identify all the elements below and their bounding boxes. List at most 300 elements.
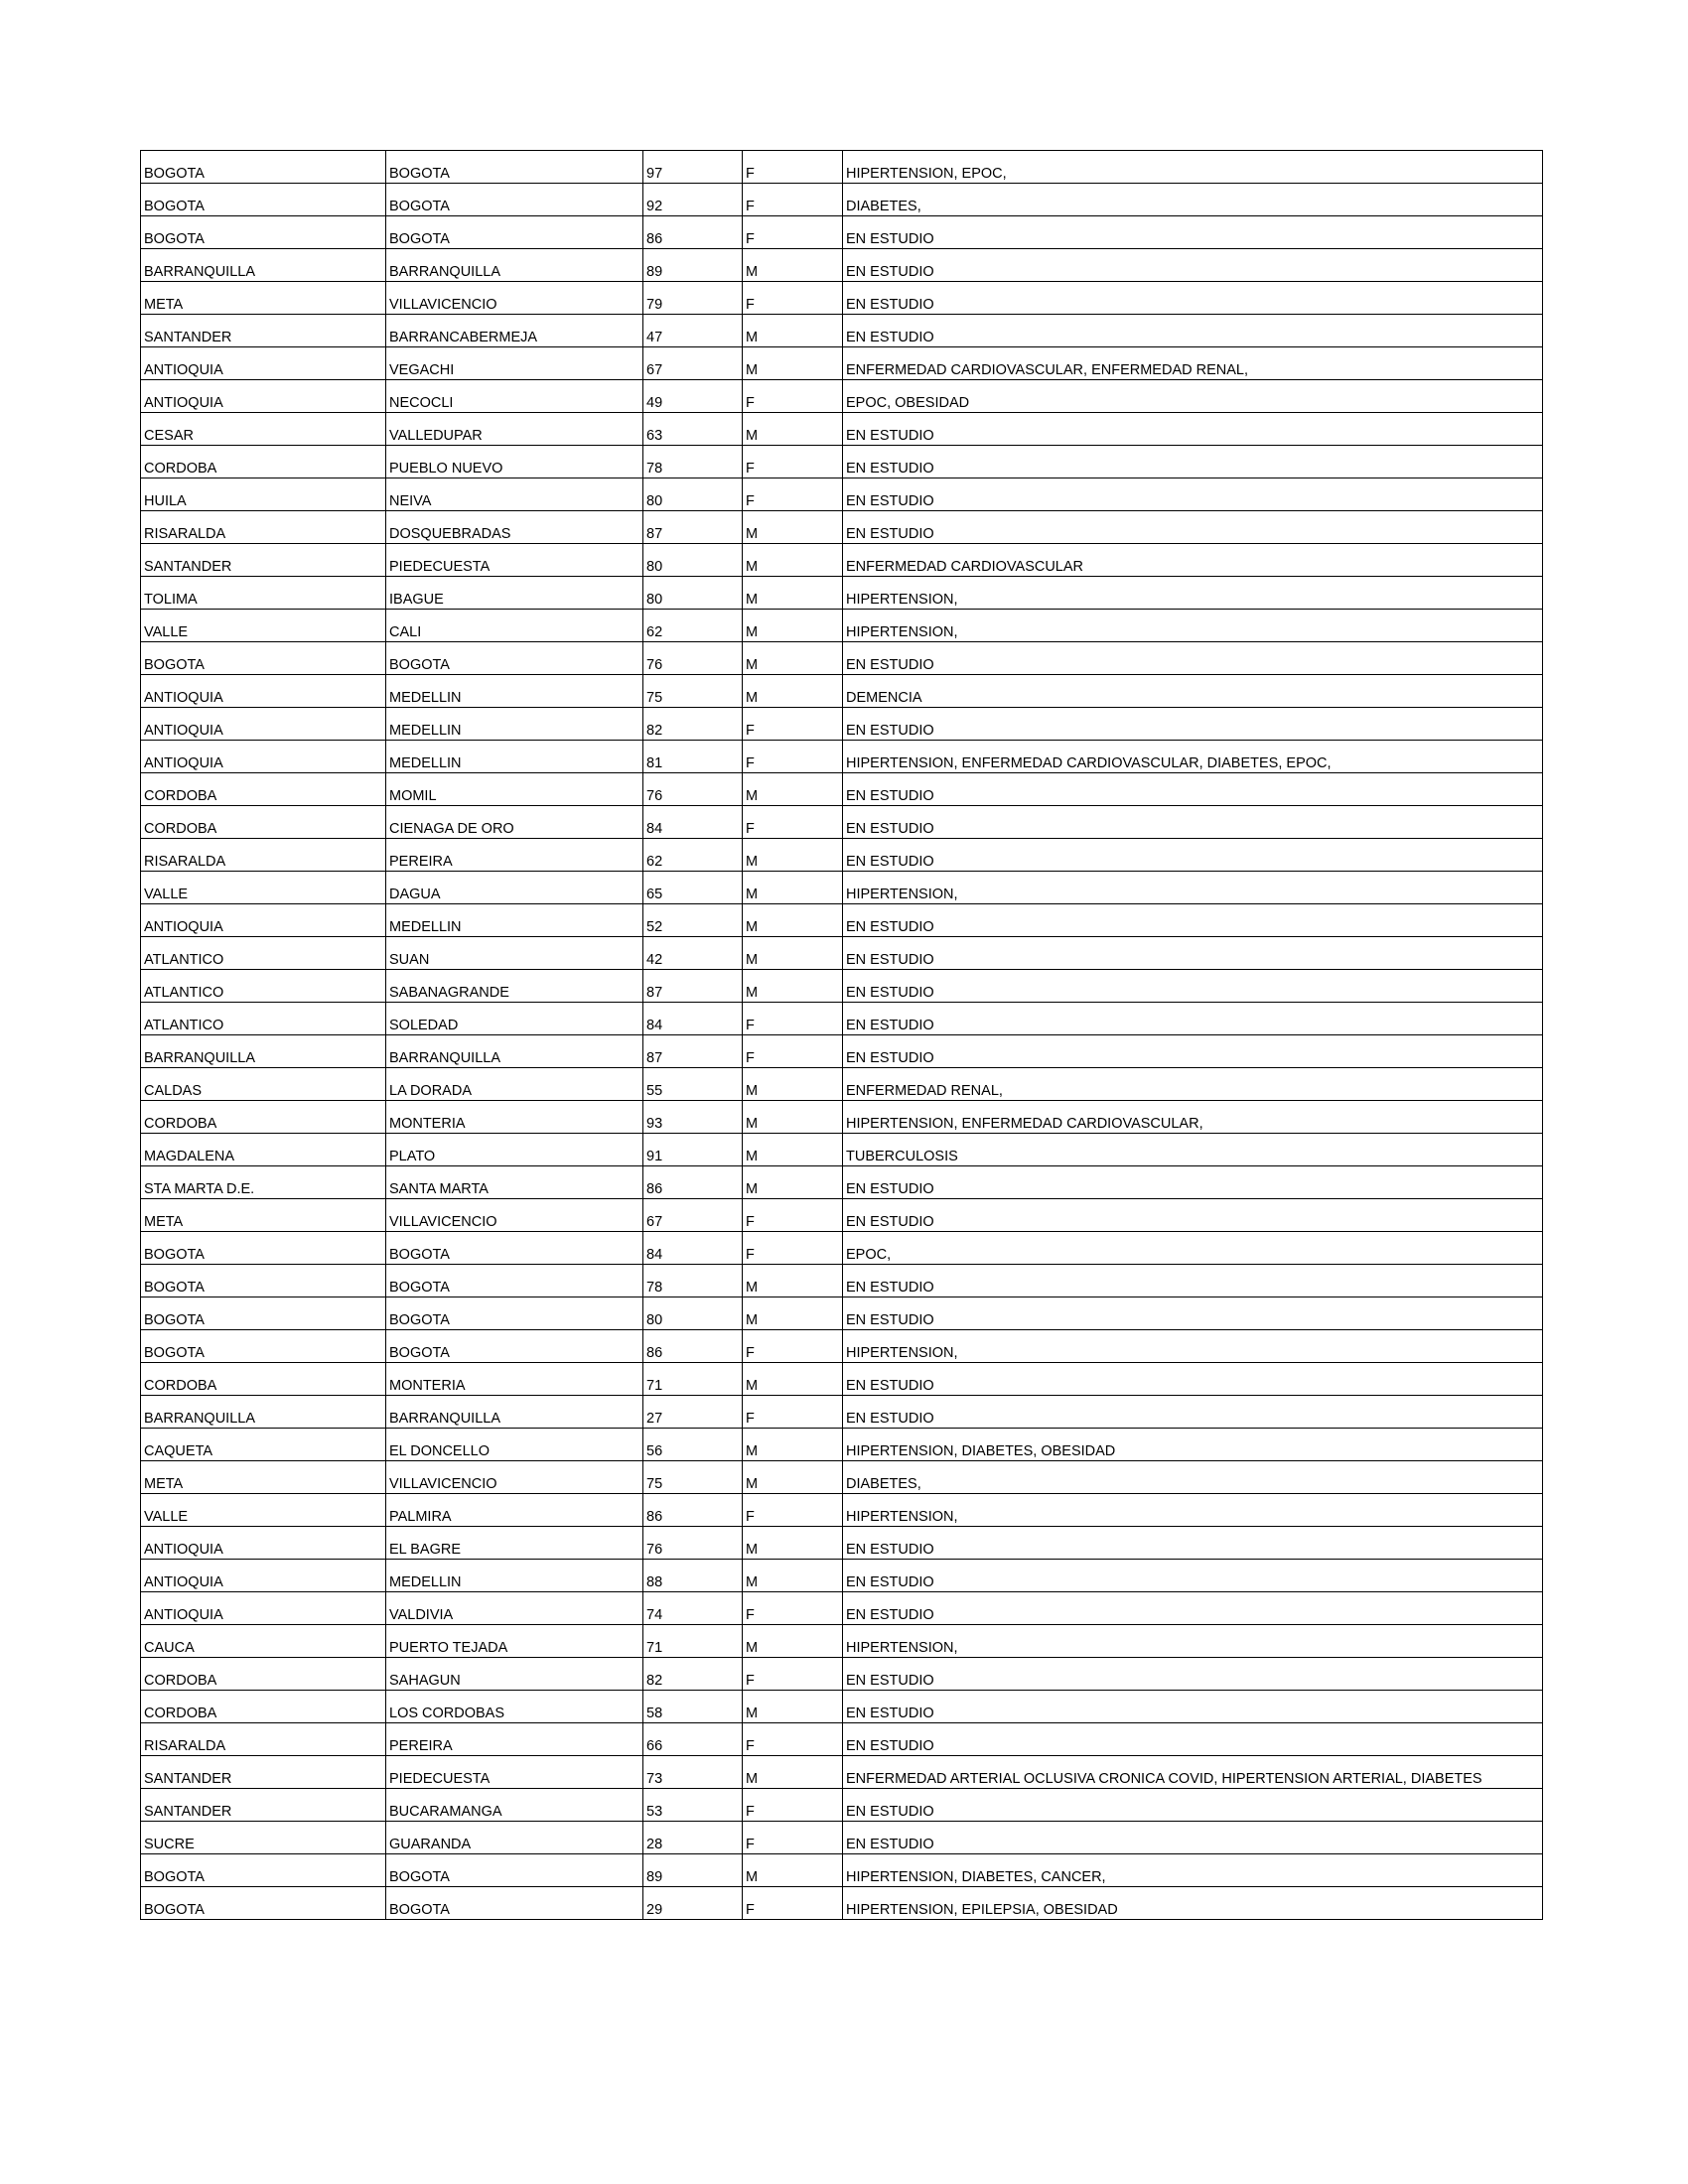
age-text: 29: [646, 1902, 663, 1918]
department-cell: [141, 1396, 386, 1429]
sex-cell: [743, 1429, 843, 1461]
department-text: RISARALDA: [144, 526, 226, 542]
sex-text: M: [746, 1280, 759, 1296]
department-text: SANTANDER: [144, 559, 232, 575]
department-cell: [141, 315, 386, 347]
age-cell: [643, 806, 743, 839]
department-text: BOGOTA: [144, 1345, 205, 1361]
city-cell: [386, 1494, 643, 1527]
city-cell: [386, 1232, 643, 1265]
table-row: [141, 511, 1543, 544]
city-cell: [386, 1297, 643, 1330]
sex-cell: [743, 1854, 843, 1887]
table-row: [141, 1429, 1543, 1461]
sex-cell: [743, 1396, 843, 1429]
city-cell: [386, 1560, 643, 1592]
condition-cell: [843, 315, 1543, 347]
department-text: VALLE: [144, 624, 189, 640]
age-text: 56: [646, 1443, 663, 1459]
table-row: [141, 1330, 1543, 1363]
condition-cell: [843, 446, 1543, 478]
condition-text: EN ESTUDIO: [846, 788, 934, 804]
age-cell: [643, 1003, 743, 1035]
sex-text: F: [746, 231, 755, 247]
condition-text: EN ESTUDIO: [846, 1018, 934, 1033]
department-cell: [141, 1887, 386, 1920]
department-text: ATLANTICO: [144, 952, 224, 968]
table-row: [141, 1494, 1543, 1527]
condition-cell: [843, 1887, 1543, 1920]
department-text: BOGOTA: [144, 231, 205, 247]
department-text: RISARALDA: [144, 854, 226, 870]
city-text: VILLAVICENCIO: [389, 1214, 497, 1230]
city-text: BUCARAMANGA: [389, 1804, 502, 1820]
age-cell: [643, 1592, 743, 1625]
age-cell: [643, 1232, 743, 1265]
city-text: BOGOTA: [389, 1902, 450, 1918]
condition-text: ENFERMEDAD ARTERIAL OCLUSIVA CRONICA COVID, HIPERTENSION ARTERIAL, DIABETES: [846, 1771, 1482, 1787]
condition-text: EN ESTUDIO: [846, 231, 934, 247]
condition-cell: [843, 1854, 1543, 1887]
condition-cell: [843, 347, 1543, 380]
age-text: 80: [646, 1312, 663, 1328]
age-cell: [643, 642, 743, 675]
sex-text: M: [746, 1706, 759, 1721]
age-text: 67: [646, 1214, 663, 1230]
sex-cell: [743, 1625, 843, 1658]
age-text: 58: [646, 1706, 663, 1721]
department-cell: [141, 184, 386, 216]
city-text: SABANAGRANDE: [389, 985, 509, 1001]
table-row: [141, 413, 1543, 446]
condition-cell: [843, 1494, 1543, 1527]
department-cell: [141, 1068, 386, 1101]
condition-text: HIPERTENSION,: [846, 887, 958, 902]
department-text: HUILA: [144, 493, 187, 509]
age-text: 63: [646, 428, 663, 444]
age-text: 82: [646, 723, 663, 739]
condition-cell: [843, 872, 1543, 904]
sex-cell: [743, 1691, 843, 1723]
department-cell: [141, 478, 386, 511]
city-text: BARRANQUILLA: [389, 264, 501, 280]
city-cell: [386, 741, 643, 773]
department-cell: [141, 1330, 386, 1363]
table-row: [141, 1297, 1543, 1330]
age-text: 28: [646, 1837, 663, 1852]
age-text: 71: [646, 1378, 663, 1394]
sex-text: M: [746, 559, 759, 575]
table-row: [141, 806, 1543, 839]
department-cell: [141, 1723, 386, 1756]
age-cell: [643, 773, 743, 806]
department-text: ANTIOQUIA: [144, 1542, 223, 1558]
department-text: SANTANDER: [144, 1771, 232, 1787]
age-text: 91: [646, 1149, 663, 1164]
city-text: NECOCLI: [389, 395, 454, 411]
department-text: CALDAS: [144, 1083, 203, 1099]
condition-text: EN ESTUDIO: [846, 1050, 934, 1066]
city-cell: [386, 478, 643, 511]
department-cell: [141, 1691, 386, 1723]
table-row: [141, 1691, 1543, 1723]
sex-cell: [743, 380, 843, 413]
city-text: SOLEDAD: [389, 1018, 459, 1033]
sex-text: F: [746, 1050, 755, 1066]
table-row: [141, 1396, 1543, 1429]
sex-text: M: [746, 952, 759, 968]
condition-cell: [843, 642, 1543, 675]
department-text: CORDOBA: [144, 1116, 217, 1132]
table-row: [141, 708, 1543, 741]
sex-cell: [743, 1527, 843, 1560]
department-cell: [141, 1429, 386, 1461]
city-text: BOGOTA: [389, 199, 450, 214]
city-text: MEDELLIN: [389, 723, 462, 739]
department-text: SUCRE: [144, 1837, 195, 1852]
age-cell: [643, 741, 743, 773]
age-cell: [643, 1068, 743, 1101]
sex-cell: [743, 249, 843, 282]
table-row: [141, 1527, 1543, 1560]
sex-cell: [743, 1101, 843, 1134]
age-cell: [643, 1166, 743, 1199]
condition-text: HIPERTENSION,: [846, 1640, 958, 1656]
city-text: BARRANCABERMEJA: [389, 330, 538, 345]
city-cell: [386, 347, 643, 380]
sex-cell: [743, 1068, 843, 1101]
department-cell: [141, 1756, 386, 1789]
condition-text: HIPERTENSION, DIABETES, OBESIDAD: [846, 1443, 1116, 1459]
city-cell: [386, 773, 643, 806]
condition-cell: [843, 1691, 1543, 1723]
department-cell: [141, 380, 386, 413]
sex-cell: [743, 1822, 843, 1854]
sex-text: M: [746, 1443, 759, 1459]
condition-cell: [843, 1297, 1543, 1330]
department-text: STA MARTA D.E.: [144, 1181, 255, 1197]
age-text: 84: [646, 821, 663, 837]
city-text: SUAN: [389, 952, 430, 968]
age-text: 74: [646, 1607, 663, 1623]
city-cell: [386, 446, 643, 478]
age-text: 79: [646, 297, 663, 313]
department-text: BOGOTA: [144, 1312, 205, 1328]
condition-cell: [843, 1723, 1543, 1756]
sex-text: F: [746, 1247, 755, 1263]
table-row: [141, 1789, 1543, 1822]
condition-text: EN ESTUDIO: [846, 854, 934, 870]
condition-text: EN ESTUDIO: [846, 1312, 934, 1328]
condition-cell: [843, 184, 1543, 216]
sex-text: F: [746, 395, 755, 411]
city-cell: [386, 610, 643, 642]
city-cell: [386, 1658, 643, 1691]
table-row: [141, 610, 1543, 642]
age-cell: [643, 1854, 743, 1887]
age-cell: [643, 1035, 743, 1068]
condition-cell: [843, 1625, 1543, 1658]
age-cell: [643, 216, 743, 249]
condition-text: TUBERCULOSIS: [846, 1149, 958, 1164]
table-row: [141, 1199, 1543, 1232]
sex-text: M: [746, 264, 759, 280]
age-cell: [643, 1723, 743, 1756]
department-cell: [141, 1625, 386, 1658]
condition-text: EN ESTUDIO: [846, 1673, 934, 1689]
sex-cell: [743, 216, 843, 249]
condition-cell: [843, 806, 1543, 839]
city-text: PALMIRA: [389, 1509, 452, 1525]
age-text: 78: [646, 1280, 663, 1296]
city-cell: [386, 1723, 643, 1756]
table-row: [141, 315, 1543, 347]
department-cell: [141, 216, 386, 249]
table-row: [141, 446, 1543, 478]
department-text: SANTANDER: [144, 1804, 232, 1820]
age-cell: [643, 1691, 743, 1723]
sex-cell: [743, 1265, 843, 1297]
department-text: MAGDALENA: [144, 1149, 235, 1164]
age-cell: [643, 1527, 743, 1560]
table-row: [141, 1887, 1543, 1920]
condition-text: HIPERTENSION, EPOC,: [846, 166, 1007, 182]
sex-text: M: [746, 1574, 759, 1590]
sex-text: F: [746, 1804, 755, 1820]
department-text: ANTIOQUIA: [144, 395, 223, 411]
age-cell: [643, 1625, 743, 1658]
sex-cell: [743, 1199, 843, 1232]
city-text: MONTERIA: [389, 1378, 466, 1394]
age-cell: [643, 347, 743, 380]
city-text: BOGOTA: [389, 1247, 450, 1263]
department-text: ANTIOQUIA: [144, 755, 223, 771]
age-text: 84: [646, 1247, 663, 1263]
age-cell: [643, 1297, 743, 1330]
condition-text: EN ESTUDIO: [846, 1378, 934, 1394]
age-text: 47: [646, 330, 663, 345]
condition-cell: [843, 1363, 1543, 1396]
sex-cell: [743, 347, 843, 380]
condition-cell: [843, 511, 1543, 544]
sex-cell: [743, 1494, 843, 1527]
data-sheet: [140, 150, 1542, 1920]
table-row: [141, 544, 1543, 577]
age-text: 80: [646, 493, 663, 509]
city-text: CALI: [389, 624, 422, 640]
sex-text: M: [746, 788, 759, 804]
age-cell: [643, 1134, 743, 1166]
sex-text: F: [746, 1837, 755, 1852]
sex-cell: [743, 1363, 843, 1396]
sex-text: F: [746, 1411, 755, 1427]
age-cell: [643, 446, 743, 478]
city-text: MEDELLIN: [389, 919, 462, 935]
table-row: [141, 675, 1543, 708]
city-cell: [386, 1822, 643, 1854]
age-text: 86: [646, 1345, 663, 1361]
age-cell: [643, 511, 743, 544]
department-text: ATLANTICO: [144, 1018, 224, 1033]
sex-text: F: [746, 166, 755, 182]
city-cell: [386, 216, 643, 249]
city-text: PIEDECUESTA: [389, 1771, 491, 1787]
city-text: LOS CORDOBAS: [389, 1706, 505, 1721]
city-text: PUEBLO NUEVO: [389, 461, 503, 477]
sex-text: M: [746, 1476, 759, 1492]
department-cell: [141, 642, 386, 675]
age-text: 53: [646, 1804, 663, 1820]
city-text: VEGACHI: [389, 362, 455, 378]
city-text: BOGOTA: [389, 166, 450, 182]
condition-cell: [843, 1232, 1543, 1265]
table-row: [141, 1134, 1543, 1166]
condition-cell: [843, 1035, 1543, 1068]
sex-text: M: [746, 330, 759, 345]
sex-cell: [743, 970, 843, 1003]
department-cell: [141, 1461, 386, 1494]
condition-text: EN ESTUDIO: [846, 657, 934, 673]
city-cell: [386, 151, 643, 184]
condition-text: DIABETES,: [846, 199, 921, 214]
city-text: SAHAGUN: [389, 1673, 461, 1689]
condition-text: EN ESTUDIO: [846, 493, 934, 509]
table-row: [141, 904, 1543, 937]
condition-cell: [843, 1527, 1543, 1560]
condition-cell: [843, 1560, 1543, 1592]
age-cell: [643, 1265, 743, 1297]
table-row: [141, 773, 1543, 806]
sex-cell: [743, 773, 843, 806]
sex-cell: [743, 184, 843, 216]
sex-text: F: [746, 493, 755, 509]
condition-text: ENFERMEDAD CARDIOVASCULAR, ENFERMEDAD RENAL,: [846, 362, 1248, 378]
department-text: ANTIOQUIA: [144, 362, 223, 378]
sex-text: M: [746, 1640, 759, 1656]
age-text: 92: [646, 199, 663, 214]
sex-cell: [743, 1461, 843, 1494]
table-row: [141, 1166, 1543, 1199]
condition-text: DIABETES,: [846, 1476, 921, 1492]
condition-text: EN ESTUDIO: [846, 952, 934, 968]
table-row: [141, 1003, 1543, 1035]
condition-text: EN ESTUDIO: [846, 297, 934, 313]
city-cell: [386, 708, 643, 741]
age-text: 75: [646, 690, 663, 706]
condition-text: EN ESTUDIO: [846, 1542, 934, 1558]
department-cell: [141, 1035, 386, 1068]
city-cell: [386, 1854, 643, 1887]
city-text: MONTERIA: [389, 1116, 466, 1132]
city-cell: [386, 1199, 643, 1232]
city-text: DOSQUEBRADAS: [389, 526, 511, 542]
department-text: VALLE: [144, 1509, 189, 1525]
city-text: VALDIVIA: [389, 1607, 454, 1623]
condition-text: HIPERTENSION, ENFERMEDAD CARDIOVASCULAR, DIABETES, EPOC,: [846, 755, 1332, 771]
department-text: VALLE: [144, 887, 189, 902]
city-text: PUERTO TEJADA: [389, 1640, 508, 1656]
condition-cell: [843, 610, 1543, 642]
city-cell: [386, 1265, 643, 1297]
condition-cell: [843, 1265, 1543, 1297]
table-row: [141, 1822, 1543, 1854]
condition-cell: [843, 1068, 1543, 1101]
condition-text: EN ESTUDIO: [846, 919, 934, 935]
condition-text: EPOC,: [846, 1247, 892, 1263]
age-text: 89: [646, 1869, 663, 1885]
age-text: 49: [646, 395, 663, 411]
sex-text: F: [746, 1018, 755, 1033]
age-text: 87: [646, 1050, 663, 1066]
condition-cell: [843, 1199, 1543, 1232]
sex-text: M: [746, 362, 759, 378]
department-text: BARRANQUILLA: [144, 264, 256, 280]
department-text: SANTANDER: [144, 330, 232, 345]
table-row: [141, 1461, 1543, 1494]
department-cell: [141, 1232, 386, 1265]
table-row: [141, 1723, 1543, 1756]
table-row: [141, 1854, 1543, 1887]
department-cell: [141, 1101, 386, 1134]
city-text: MEDELLIN: [389, 755, 462, 771]
city-text: MEDELLIN: [389, 1574, 462, 1590]
sex-cell: [743, 1134, 843, 1166]
age-text: 62: [646, 624, 663, 640]
age-text: 75: [646, 1476, 663, 1492]
city-cell: [386, 1134, 643, 1166]
city-text: IBAGUE: [389, 592, 444, 608]
condition-cell: [843, 478, 1543, 511]
city-cell: [386, 1003, 643, 1035]
department-text: BOGOTA: [144, 199, 205, 214]
city-text: VILLAVICENCIO: [389, 297, 497, 313]
city-text: VILLAVICENCIO: [389, 1476, 497, 1492]
city-cell: [386, 315, 643, 347]
age-text: 71: [646, 1640, 663, 1656]
city-cell: [386, 544, 643, 577]
age-text: 86: [646, 1509, 663, 1525]
condition-text: EN ESTUDIO: [846, 461, 934, 477]
city-cell: [386, 1101, 643, 1134]
age-text: 27: [646, 1411, 663, 1427]
department-cell: [141, 1854, 386, 1887]
age-cell: [643, 413, 743, 446]
age-text: 67: [646, 362, 663, 378]
age-text: 82: [646, 1673, 663, 1689]
table-row: [141, 184, 1543, 216]
condition-cell: [843, 904, 1543, 937]
sex-cell: [743, 1297, 843, 1330]
condition-cell: [843, 413, 1543, 446]
table-row: [141, 151, 1543, 184]
sex-text: F: [746, 461, 755, 477]
city-cell: [386, 1789, 643, 1822]
age-text: 80: [646, 592, 663, 608]
department-text: BOGOTA: [144, 1869, 205, 1885]
department-cell: [141, 741, 386, 773]
department-cell: [141, 249, 386, 282]
table-row: [141, 577, 1543, 610]
department-text: RISARALDA: [144, 1738, 226, 1754]
age-text: 55: [646, 1083, 663, 1099]
department-text: BOGOTA: [144, 1280, 205, 1296]
sex-text: M: [746, 592, 759, 608]
sex-cell: [743, 1658, 843, 1691]
sex-text: F: [746, 1509, 755, 1525]
sex-cell: [743, 708, 843, 741]
condition-cell: [843, 544, 1543, 577]
city-cell: [386, 577, 643, 610]
